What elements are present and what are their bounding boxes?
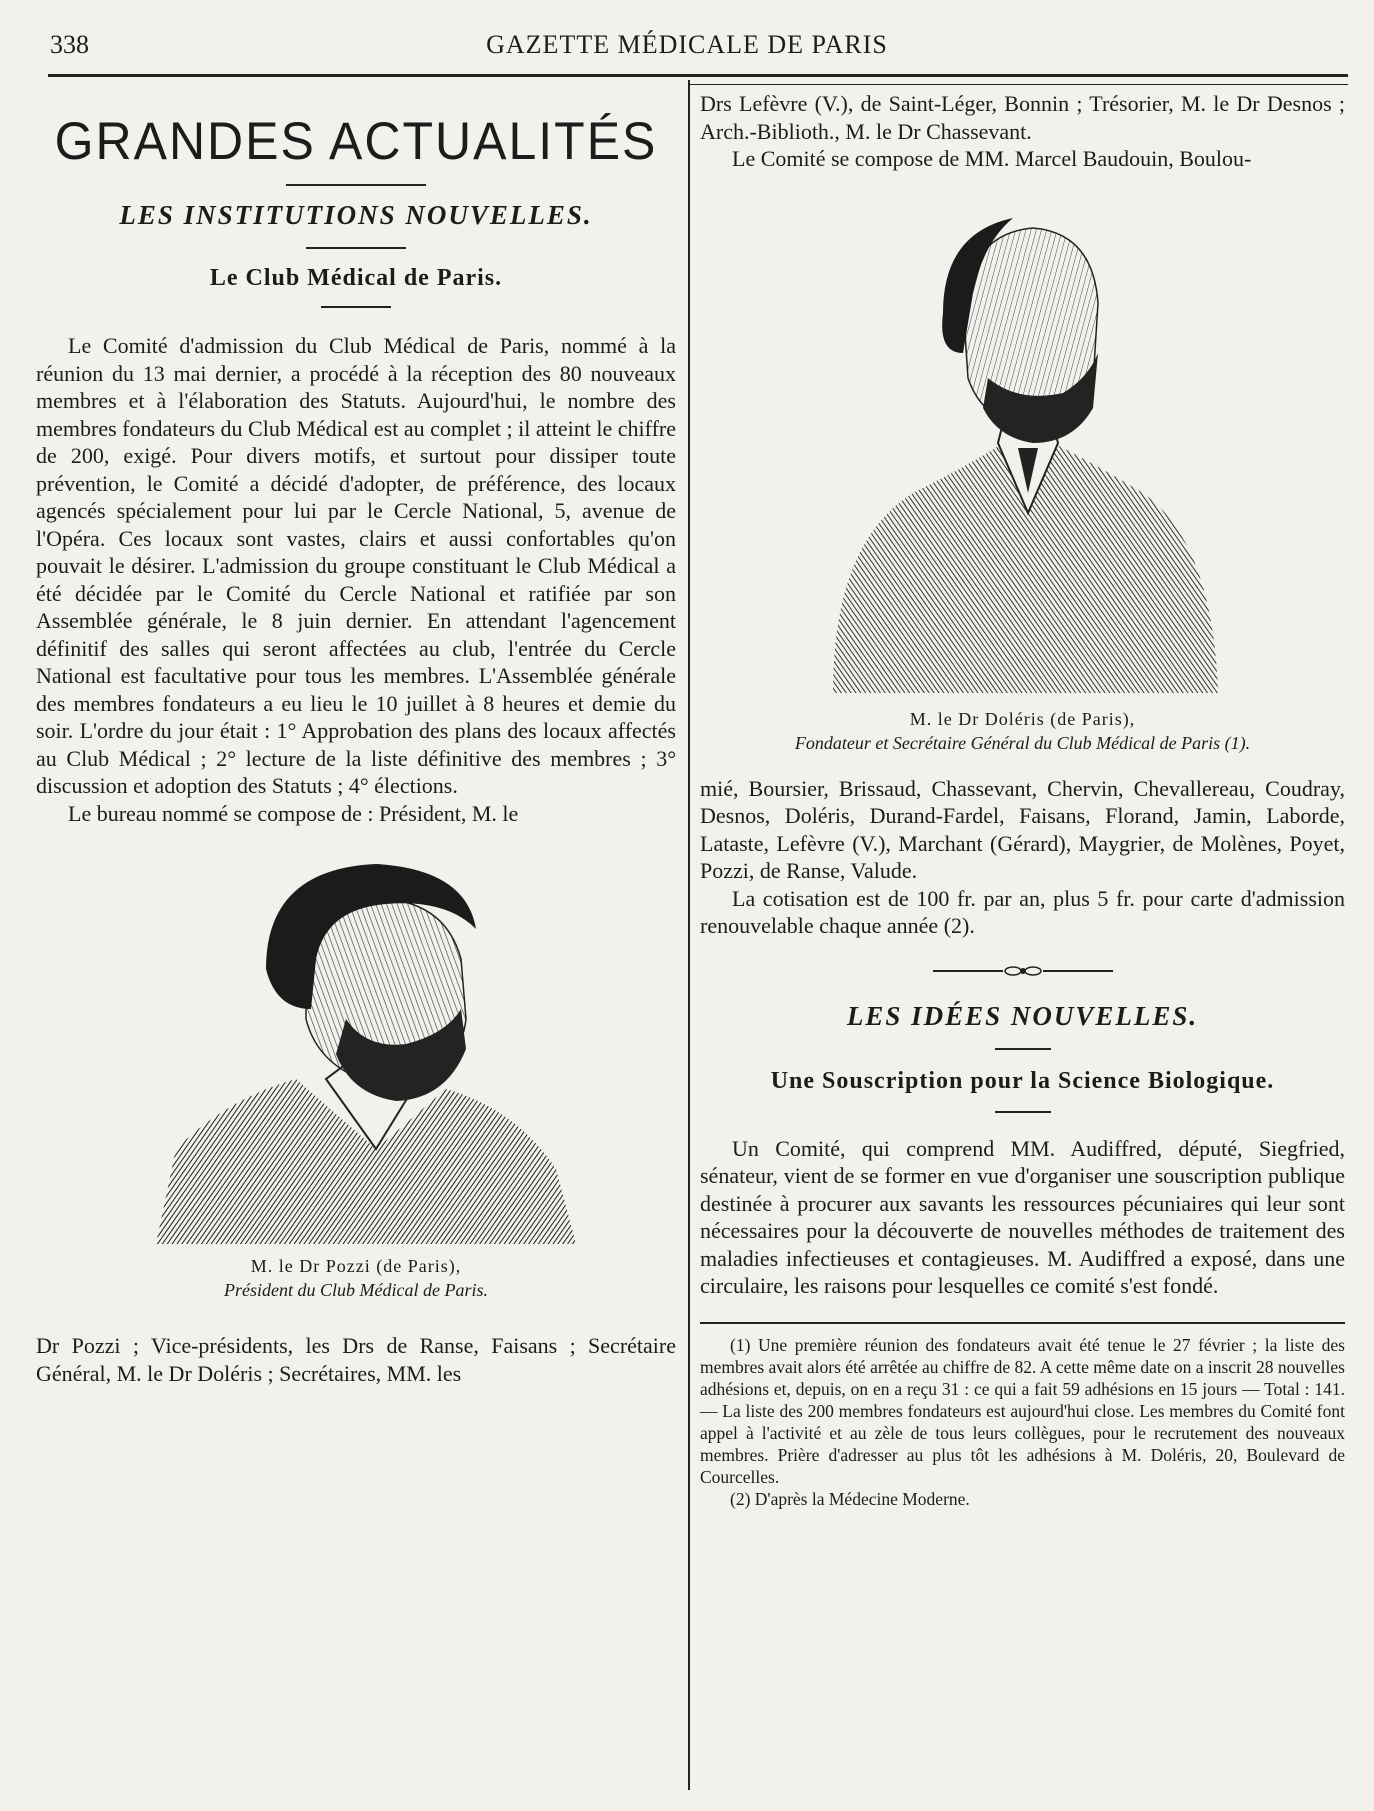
footnote-1: (1) Une première réunion des fondateurs avait été tenue le 27 février ; la liste des membres avait alors été arrêtée au chiffre de 82. A cette même date on a inscrit 28 nouvelles adhésions et, depuis, on en a reçu 31 : ce qui a fait 59 adhésions en 15 jours — Total : 141. — La liste des 200 membres fondateurs est aujourd'hui close. Les membres du Comité font appel à l'activité et au zèle de tous leurs collègues, pour le recrutement des nouveaux membres. Prière d'adresser au plus tôt les adhésions à M. Doléris, 20, Boulevard de Courcelles.	[700, 1334, 1345, 1487]
title-rule-souscription	[995, 1111, 1051, 1113]
ornament-divider	[933, 964, 1113, 978]
paragraph-officers: Drs Lefèvre (V.), de Saint-Léger, Bonnin ; Trésorier, M. le Dr Desnos ; Arch.-Biblioth., M. le Dr Chassevant.	[700, 91, 1345, 144]
column-divider	[688, 80, 690, 1790]
heading-rule	[286, 184, 426, 186]
section-rule-idees	[995, 1048, 1051, 1050]
engraving-doleris	[813, 193, 1233, 693]
article-title-club: Le Club Médical de Paris.	[209, 265, 503, 291]
section-ornament	[700, 964, 1345, 983]
section-rule	[306, 247, 406, 249]
paragraph-cotisation: La cotisation est de 100 fr. par an, plus 5 fr. pour carte d'admission renouvelable chaque année (2).	[700, 885, 1345, 938]
footnotes	[700, 1334, 1345, 1510]
caption-doleris-name: M. le Dr Doléris (de Paris),	[909, 708, 1136, 729]
portrait-pozzi	[116, 849, 596, 1244]
paragraph-bureau-continued: Dr Pozzi ; Vice-présidents, les Drs de Ranse, Faisans ; Secrétaire Général, M. le Dr Doléris ; Secrétaires, MM. les	[36, 1333, 676, 1386]
header-rule	[48, 74, 1348, 77]
title-rule	[321, 306, 391, 308]
page-number: 338	[50, 30, 89, 59]
paragraph-bureau: Le bureau nommé se compose de : Président, M. le	[68, 800, 519, 826]
caption-pozzi	[36, 1254, 676, 1302]
paragraph-souscription: Un Comité, qui comprend MM. Audiffred, député, Siegfried, sénateur, vient de se former en vue d'organiser une souscription publique destinée à procurer aux savants les ressources pécuniaires qui leur sont nécessaires pour la découverte de nouvelles méthodes de traitement des maladies infectieuses et contagieuses. M. Audiffred a exposé, dans une circulaire, les raisons pour lesquelles ce comité s'est fondé.	[700, 1135, 1345, 1298]
paragraph-members-list: mié, Boursier, Brissaud, Chassevant, Chervin, Chevallereau, Coudray, Desnos, Doléris, Durand-Fardel, Faisans, Florand, Jamin, Laborde, Lataste, Lefèvre (V.), Marchant (Gérard), Maygrier, de Molènes, Poyet, Pozzi, de Ranse, Valude.	[700, 775, 1345, 883]
section-heading-institutions: LES INSTITUTIONS NOUVELLES.	[119, 200, 593, 230]
section-heading-idees: LES IDÉES NOUVELLES.	[846, 1000, 1199, 1031]
header-rule-thin	[690, 84, 1348, 85]
caption-doleris-role: Fondateur et Secrétaire Général du Club Médical de Paris (1).	[794, 732, 1251, 753]
caption-pozzi-name: M. le Dr Pozzi (de Paris),	[250, 1256, 462, 1276]
engraving-pozzi	[116, 849, 596, 1244]
paragraph-comite: Le Comité se compose de MM. Marcel Baudouin, Boulou-	[732, 146, 1252, 171]
left-column	[36, 90, 676, 1387]
caption-doleris	[700, 707, 1345, 755]
footnote-2: (2) D'après la Médecine Moderne.	[730, 1488, 970, 1509]
main-heading: GRANDES ACTUALITÉS	[54, 111, 658, 171]
portrait-doleris	[813, 193, 1233, 693]
article-title-souscription: Une Souscription pour la Science Biologique.	[770, 1067, 1275, 1094]
running-title: GAZETTE MÉDICALE DE PARIS	[486, 30, 888, 59]
footnote-rule	[700, 1322, 1345, 1324]
paragraph-club-intro: Le Comité d'admission du Club Médical de Paris, nommé à la réunion du 13 mai dernier, a procédé à la réception des 80 nouveaux membres et à l'élaboration des Statuts. Aujourd'hui, le nombre des membres fondateurs du Club Médical est au complet ; il atteint le chiffre de 200, exigé. Pour divers motifs, et surtout pour dissiper toute prévention, le Comité a décidé d'adopter, de préférence, des locaux agencés spécialement pour lui par le Cercle National, 5, avenue de l'Opéra. Ces locaux sont vastes, clairs et aussi confortables qu'on pouvait le désirer. L'admission du groupe constituant le Club Médical a été décidée par le Comité du Cercle National et ratifiée par son Assemblée générale, le 8 juin dernier. En attendant l'agencement définitif des salles qui seront affectées au club, l'entrée du Cercle National est facultative pour tous les membres. L'Assemblée générale des membres fondateurs a eu lieu le 10 juillet à 8 heures et demie du soir. L'ordre du jour était : 1° Approbation des plans des locaux affectés au Club Médical ; 2° lecture de la liste définitive des membres ; 3° discussion et adoption des Statuts ; 4° élections.	[36, 333, 676, 798]
caption-pozzi-role: Président du Club Médical de Paris.	[224, 1280, 488, 1300]
right-column	[700, 90, 1345, 1510]
